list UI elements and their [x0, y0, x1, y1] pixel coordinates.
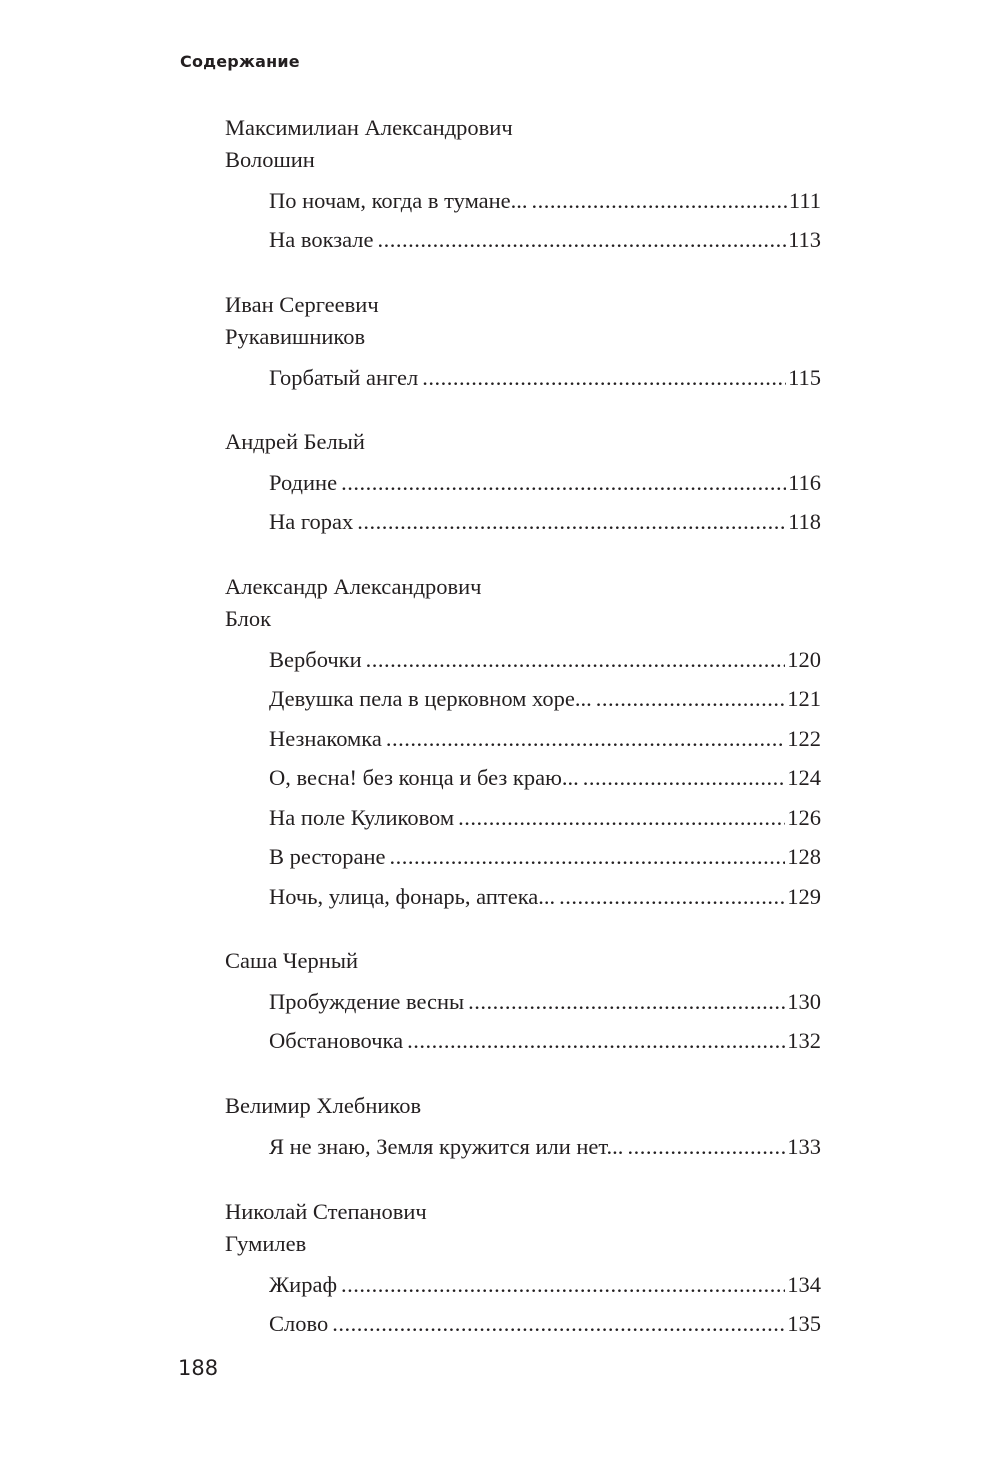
entry-title: В ресторане: [269, 844, 386, 869]
entry-page-number: 113: [788, 227, 821, 252]
toc-entry[interactable]: [269, 509, 821, 539]
entry-page-number: 130: [787, 989, 821, 1014]
dot-leader: [532, 188, 787, 214]
entry-title: Пробуждение весны: [269, 989, 465, 1014]
toc-entry[interactable]: [269, 365, 821, 395]
author-heading: [225, 289, 379, 353]
dot-leader: [332, 1311, 785, 1337]
entry-page-number: 120: [787, 647, 821, 672]
dot-leader: [458, 805, 785, 831]
entry-title: Вербочки: [269, 647, 362, 672]
author-heading: [225, 945, 358, 977]
author-name-line: Блок: [225, 606, 272, 631]
entry-title: Ночь, улица, фонарь, аптека...: [269, 884, 556, 909]
author-name-line: Гумилев: [225, 1231, 307, 1256]
page-number: 188: [178, 1356, 219, 1380]
entry-title: О, весна! без конца и без краю...: [269, 765, 579, 790]
author-heading: [225, 426, 365, 458]
entry-title: Незнакомка: [269, 726, 382, 751]
author-name-line: Волошин: [225, 147, 315, 172]
author-name-line: Максимилиан Александрович: [225, 115, 513, 140]
entry-page-number: 118: [788, 509, 821, 534]
toc-entry[interactable]: [269, 844, 821, 874]
entry-page-number: 133: [787, 1134, 821, 1159]
entry-title: Жираф: [269, 1272, 338, 1297]
dot-leader: [407, 1028, 785, 1054]
toc-entry[interactable]: [269, 1134, 821, 1164]
entry-page-number: 116: [788, 470, 821, 495]
toc-entry[interactable]: [269, 765, 821, 795]
author-name-line: Велимир Хлебников: [225, 1093, 422, 1118]
entry-title: Слово: [269, 1311, 329, 1336]
author-heading: [225, 1196, 427, 1260]
dot-leader: [378, 227, 787, 253]
toc-entry[interactable]: [269, 884, 821, 914]
dot-leader: [389, 844, 785, 870]
author-name-line: Иван Сергеевич: [225, 292, 379, 317]
author-name-line: Николай Степанович: [225, 1199, 427, 1224]
toc-entry[interactable]: [269, 805, 821, 835]
entry-title: Горбатый ангел: [269, 365, 419, 390]
author-heading: [225, 571, 482, 635]
entry-page-number: 122: [787, 726, 821, 751]
toc-entry[interactable]: [269, 227, 821, 257]
entry-page-number: 124: [787, 765, 821, 790]
toc-entry[interactable]: [269, 1311, 821, 1341]
entry-page-number: 111: [788, 188, 821, 213]
running-head: Содержание: [180, 52, 300, 71]
entry-page-number: 132: [787, 1028, 821, 1053]
toc-entry[interactable]: [269, 686, 821, 716]
dot-leader: [627, 1134, 785, 1160]
author-name-line: Александр Александрович: [225, 574, 482, 599]
author-name-line: Рукавишников: [225, 324, 366, 349]
dot-leader: [422, 365, 786, 391]
author-heading: [225, 112, 513, 176]
entry-title: На вокзале: [269, 227, 374, 252]
dot-leader: [341, 470, 786, 496]
dot-leader: [468, 989, 785, 1015]
toc-entry[interactable]: [269, 188, 821, 218]
author-heading: [225, 1090, 421, 1122]
toc-entry[interactable]: [269, 726, 821, 756]
dot-leader: [559, 884, 785, 910]
entry-title: По ночам, когда в тумане...: [269, 188, 528, 213]
entry-title: Девушка пела в церковном хоре...: [269, 686, 592, 711]
entry-page-number: 128: [787, 844, 821, 869]
dot-leader: [357, 509, 786, 535]
entry-page-number: 115: [788, 365, 821, 390]
toc-entry[interactable]: [269, 1028, 821, 1058]
dot-leader: [596, 686, 785, 712]
toc-entry[interactable]: [269, 647, 821, 677]
dot-leader: [583, 765, 785, 791]
dot-leader: [386, 726, 785, 752]
toc-entry[interactable]: [269, 1272, 821, 1302]
entry-title: Я не знаю, Земля кружится или нет...: [269, 1134, 624, 1159]
author-name-line: Саша Черный: [225, 948, 358, 973]
entry-title: Родине: [269, 470, 338, 495]
entry-page-number: 126: [787, 805, 821, 830]
dot-leader: [366, 647, 786, 673]
entry-page-number: 129: [787, 884, 821, 909]
entry-page-number: 134: [787, 1272, 821, 1297]
entry-title: На поле Куликовом: [269, 805, 455, 830]
toc-entry[interactable]: [269, 470, 821, 500]
entry-page-number: 135: [787, 1311, 821, 1336]
author-name-line: Андрей Белый: [225, 429, 365, 454]
entry-title: На горах: [269, 509, 354, 534]
dot-leader: [341, 1272, 785, 1298]
entry-title: Обстановочка: [269, 1028, 404, 1053]
entry-page-number: 121: [787, 686, 821, 711]
toc-entry[interactable]: [269, 989, 821, 1019]
